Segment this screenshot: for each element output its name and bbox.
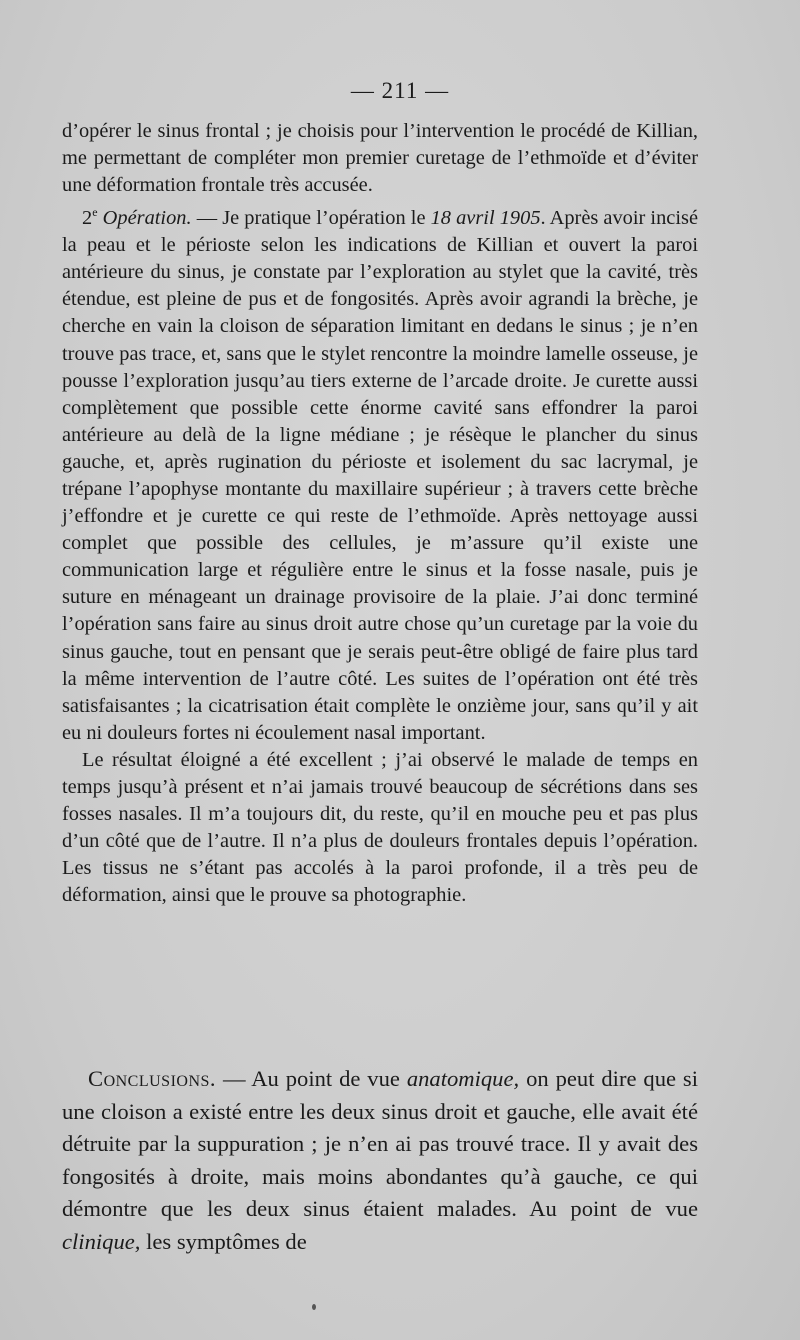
- operation-heading: Opération.: [102, 207, 192, 230]
- conclusions-emphasis-anatomique: anatomique,: [406, 1066, 520, 1091]
- conclusions-text-3: les symptômes de: [140, 1228, 307, 1254]
- conclusions-paragraph: [62, 1063, 698, 1259]
- conclusions-section: [62, 1063, 698, 1259]
- operation-intro: — Je pratique l’opération le: [191, 207, 431, 230]
- body-text: [62, 118, 698, 910]
- operation-text: . Après avoir incisé la peau et le périoste selon les indications de Killian et ouvert la paroi antérieure du sinus, je constate par l’exploration au stylet que la cavité, très étendue, est pleine de pus et de fongosités. Après avoir agrandi la brèche, je cherche en vain la cloison de séparation limitant en dedans le sinus ; je n’en trouve pas trace, et, sans que le stylet rencontre la moindre lamelle osseuse, je pousse l’exploration jusqu’au tiers externe de l’arcade droite. Je curette aussi complètement que possible cette énorme cavité sans effondrer la paroi antérieure au delà de la ligne médiane ; je résèque le plancher du sinus gauche, et, après rugination du périoste et isolement du sac lacrymal, je trépane l’apophyse montante du maxillaire supérieur ; à travers cette brèche j’effondre et je curette ce qui reste de l’ethmoïde. Après nettoyage aussi complet que possible des cellules, je m’assure qu’il existe une communication large et régulière entre le sinus et la fosse nasale, puis je suture en ménageant un drainage provisoire de la plaie. J’ai donc terminé l’opération sans faire au sinus droit autre chose qu’un curetage par la voie du sinus gauche, tout en pensant que je serais peut-être obligé de faire plus tard la même intervention de l’autre côté. Les suites de l’opération ont été très satisfaisantes ; la cicatrisation était complète le onzième jour, sans qu’il y ait eu ni douleurs fortes ni écoulement nasal important.: [62, 207, 698, 744]
- paragraph-result: Le résultat éloigné a été excellent ; j’ai observé le malade de temps en temps jusqu’à présent et n’ai jamais trouvé beaucoup de sécrétions dans ses fosses nasales. Il m’a toujours dit, du reste, qu’il en mouche peu et pas plus d’un côté que de l’autre. Il n’a plus de douleurs frontales depuis l’opération. Les tissus ne s’étant pas accolés à la paroi profonde, il a très peu de déformation, ainsi que le prouve sa photographie.: [62, 748, 698, 907]
- conclusions-heading: Conclusions.: [88, 1066, 217, 1091]
- operation-date: 18 avril 1905: [430, 207, 541, 230]
- operation-number-suffix: e: [92, 205, 98, 220]
- conclusions-emphasis-clinique: clinique,: [62, 1228, 141, 1254]
- ink-speck: [312, 1304, 316, 1310]
- operation-number: 2: [82, 207, 93, 230]
- paragraph-continuation: d’opérer le sinus frontal ; je choisis pour l’intervention le procédé de Killian, me permettant de compléter mon premier curetage de l’ethmoïde et d’éviter une déformation frontale très accusée.: [62, 120, 698, 197]
- paragraph-operation: [62, 199, 698, 747]
- conclusions-text-1: — Au point de vue: [216, 1066, 407, 1091]
- conclusions-text-2: on peut dire que si une cloison a existé entre les deux sinus droit et gauche, elle avait été détruite par la suppuration ; je n’en ai pas trouvé trace. Il y avait des fongosités à droite, mais moins abondantes qu’à gauche, ce qui démontre que les deux sinus étaient malades. Au point de vue: [62, 1066, 698, 1222]
- page-number: — 211 —: [350, 78, 450, 103]
